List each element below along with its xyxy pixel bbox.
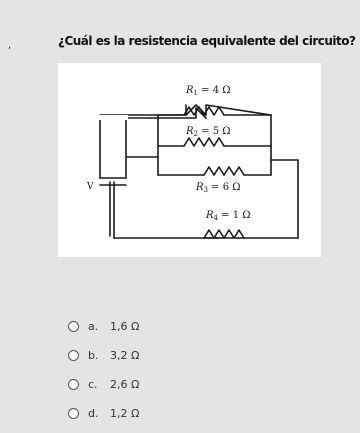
option-a-value: 1,6 Ω (110, 319, 140, 333)
r4-label (205, 210, 251, 222)
circuit-diagram (58, 63, 321, 257)
option-a-radio[interactable] (68, 321, 79, 332)
r1-subscript: 1 (193, 89, 198, 97)
r4-value: = 1 Ω (218, 210, 251, 221)
r4-subscript: 4 (213, 214, 218, 222)
r2-value: = 5 Ω (198, 126, 231, 137)
option-a[interactable] (68, 318, 139, 334)
option-d-value: 1,2 Ω (110, 406, 140, 420)
option-d[interactable] (68, 405, 139, 421)
resistor-r1-wire (100, 105, 186, 115)
option-c-value: 2,6 Ω (110, 377, 140, 391)
option-c-radio[interactable] (68, 379, 79, 390)
option-d-letter: d. (88, 406, 99, 420)
option-b[interactable] (68, 347, 139, 363)
stray-mark: , (8, 40, 12, 51)
option-b-radio[interactable] (68, 350, 79, 361)
resistor-r2-symbol (184, 138, 224, 146)
r3-symbol: R (196, 182, 204, 193)
option-c[interactable] (68, 376, 139, 392)
r3-value: = 6 Ω (208, 182, 241, 193)
circuit-wires (100, 105, 298, 238)
option-a-letter: a. (88, 319, 99, 333)
question-text: ¿Cuál es la resistencia equivalente del circuito? (58, 34, 356, 48)
resistor-r4-symbol (204, 230, 244, 238)
r1-value: = 4 Ω (198, 85, 231, 96)
option-c-letter: c. (88, 377, 98, 391)
r3-label (195, 182, 241, 194)
r1-label (185, 85, 231, 97)
resistor-r3-symbol (204, 167, 244, 175)
option-b-letter: b. (88, 348, 99, 362)
option-d-radio[interactable] (68, 408, 79, 419)
r2-symbol: R (186, 126, 194, 137)
option-b-value: 3,2 Ω (110, 348, 140, 362)
r2-label (185, 126, 231, 138)
r2-subscript: 2 (193, 130, 198, 138)
r1-symbol: R (186, 85, 194, 96)
r4-symbol: R (206, 210, 214, 221)
r3-subscript: 3 (203, 186, 208, 194)
voltage-source-label: V (87, 182, 94, 192)
